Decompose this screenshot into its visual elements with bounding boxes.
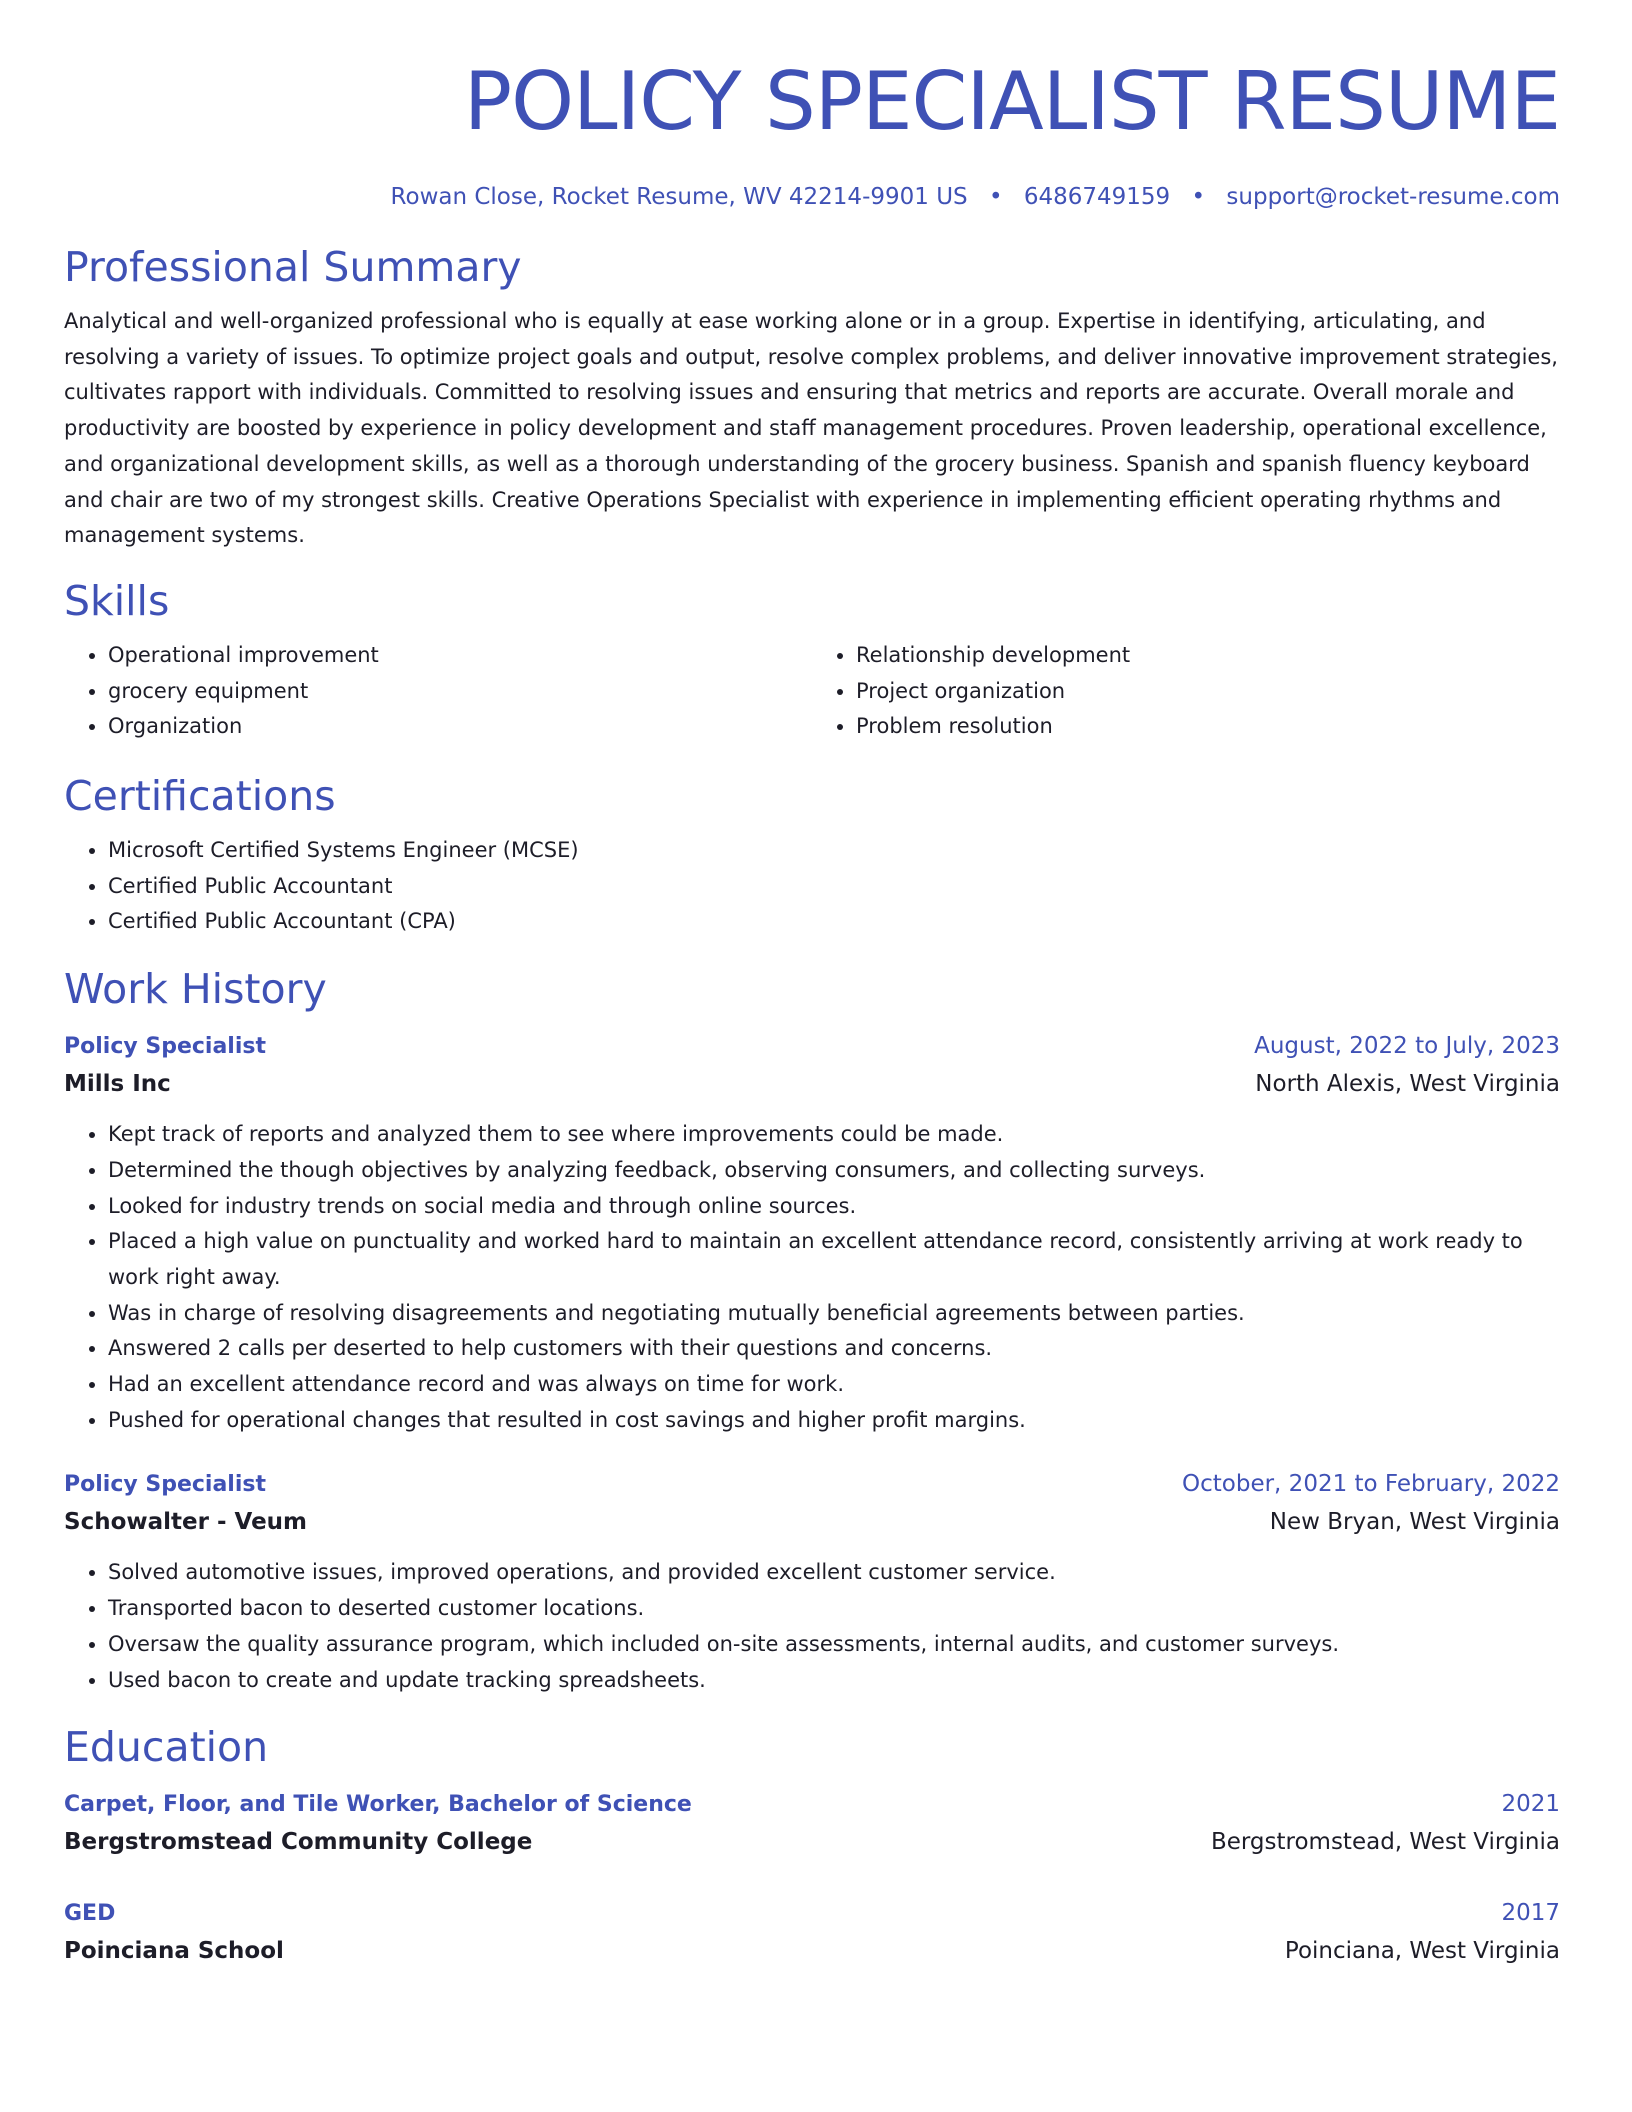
job-bullet: • Used bacon to create and update tracking spreadsheets. bbox=[108, 1663, 1560, 1699]
education-degree: GED bbox=[64, 1901, 116, 1927]
job-bullet: • Pushed for operational changes that resulted in cost savings and higher profit margins. bbox=[108, 1403, 1560, 1439]
bullet-separator: • bbox=[988, 184, 1003, 210]
skill-item: • Organization bbox=[108, 709, 812, 745]
skills-heading: Skills bbox=[64, 576, 170, 625]
job-bullet: • Oversaw the quality assurance program, which included on-site assessments, internal audits, and customer surveys. bbox=[108, 1627, 1560, 1663]
skills-list bbox=[64, 638, 1560, 745]
work-history-heading: Work History bbox=[64, 965, 327, 1014]
education-degree: Carpet, Floor, and Tile Worker, Bachelor of Science bbox=[64, 1792, 692, 1818]
job-entry bbox=[64, 1028, 1560, 1438]
skill-item: • Relationship development bbox=[856, 638, 1560, 674]
summary-heading: Professional Summary bbox=[64, 243, 522, 291]
skill-item: • Operational improvement bbox=[108, 638, 812, 674]
skills-left-column bbox=[64, 638, 812, 745]
summary-text: Analytical and well-organized professional who is equally at ease working alone or in a group. Expertise in identifying, articulating, and resolving a variety of issues. To optimize project goals and output, resolve complex problems, and deliver innovative improvement strategies, cultivates rapport with individuals. Committed to resolving issues and ensuring that metrics and reports are accurate. Overall morale and productivity are boosted by experience in policy development and staff management procedures. Proven leadership, operational excellence, and organizational development skills, as well as a thorough understanding of the grocery business. Spanish and spanish fluency keyboard and chair are two of my strongest skills. Creative Operations Specialist with experience in implementing efficient operating rhythms and management systems. bbox=[64, 309, 1558, 548]
education-location: Bergstromstead, West Virginia bbox=[1210, 1829, 1560, 1856]
skill-item: • grocery equipment bbox=[108, 674, 812, 710]
education-subheader bbox=[64, 1932, 1560, 1970]
job-bullet: • Transported bacon to deserted customer locations. bbox=[108, 1591, 1560, 1627]
job-bullets bbox=[64, 1117, 1560, 1438]
skill-item: • Project organization bbox=[856, 674, 1560, 710]
job-company: Schowalter - Veum bbox=[64, 1509, 308, 1536]
job-dates: August, 2022 to July, 2023 bbox=[1254, 1033, 1560, 1060]
job-bullet: • Kept track of reports and analyzed them to see where improvements could be made. bbox=[108, 1117, 1560, 1153]
job-bullet: • Solved automotive issues, improved operations, and provided excellent customer service. bbox=[108, 1555, 1560, 1591]
bullet-separator: • bbox=[1191, 184, 1206, 210]
certification-item: • Microsoft Certified Systems Engineer (MCSE) bbox=[108, 833, 1560, 869]
education-school: Bergstromstead Community College bbox=[64, 1829, 533, 1856]
job-dates: October, 2021 to February, 2022 bbox=[1182, 1471, 1560, 1498]
job-company: Mills Inc bbox=[64, 1071, 171, 1098]
education-heading: Education bbox=[64, 1723, 269, 1772]
resume-title: POLICY SPECIALIST RESUME bbox=[463, 55, 1560, 148]
certification-item: • Certified Public Accountant (CPA) bbox=[108, 904, 1560, 940]
education-header bbox=[64, 1895, 1560, 1932]
education-year: 2017 bbox=[1501, 1900, 1560, 1927]
contact-line bbox=[64, 180, 1560, 214]
job-bullets bbox=[64, 1555, 1560, 1698]
job-title: Policy Specialist bbox=[64, 1034, 266, 1060]
contact-address: Rowan Close, Rocket Resume, WV 42214-9901 US bbox=[390, 184, 968, 210]
certifications-list bbox=[64, 833, 1560, 940]
education-header bbox=[64, 1786, 1560, 1823]
resume-page bbox=[64, 0, 1560, 1970]
job-bullet: • Was in charge of resolving disagreements and negotiating mutually beneficial agreements between parties. bbox=[108, 1296, 1560, 1332]
certifications-heading: Certifications bbox=[64, 772, 336, 821]
job-bullet: • Had an excellent attendance record and was always on time for work. bbox=[108, 1367, 1560, 1403]
skills-right-column bbox=[812, 638, 1560, 745]
job-bullet: • Placed a high value on punctuality and worked hard to maintain an excellent attendance record, consistently arriving at work ready to work right away. bbox=[108, 1224, 1560, 1295]
education-school: Poinciana School bbox=[64, 1938, 284, 1965]
job-header bbox=[64, 1028, 1560, 1065]
job-title: Policy Specialist bbox=[64, 1472, 266, 1498]
education-entry bbox=[64, 1895, 1560, 1970]
education-entry bbox=[64, 1786, 1560, 1861]
job-location: North Alexis, West Virginia bbox=[1255, 1071, 1560, 1098]
contact-phone: 6486749159 bbox=[1023, 184, 1171, 210]
certification-item: • Certified Public Accountant bbox=[108, 869, 1560, 905]
education-subheader bbox=[64, 1823, 1560, 1861]
education-location: Poinciana, West Virginia bbox=[1284, 1938, 1560, 1965]
job-entry bbox=[64, 1466, 1560, 1698]
skill-item: • Problem resolution bbox=[856, 709, 1560, 745]
job-bullet: • Determined the though objectives by analyzing feedback, observing consumers, and collecting surveys. bbox=[108, 1153, 1560, 1189]
education-year: 2021 bbox=[1501, 1791, 1560, 1818]
job-bullet: • Looked for industry trends on social media and through online sources. bbox=[108, 1189, 1560, 1225]
job-subheader bbox=[64, 1065, 1560, 1103]
job-location: New Bryan, West Virginia bbox=[1269, 1509, 1560, 1536]
job-bullet: • Answered 2 calls per deserted to help customers with their questions and concerns. bbox=[108, 1331, 1560, 1367]
job-subheader bbox=[64, 1503, 1560, 1541]
contact-email[interactable]: support@rocket-resume.com bbox=[1226, 184, 1560, 210]
job-header bbox=[64, 1466, 1560, 1503]
